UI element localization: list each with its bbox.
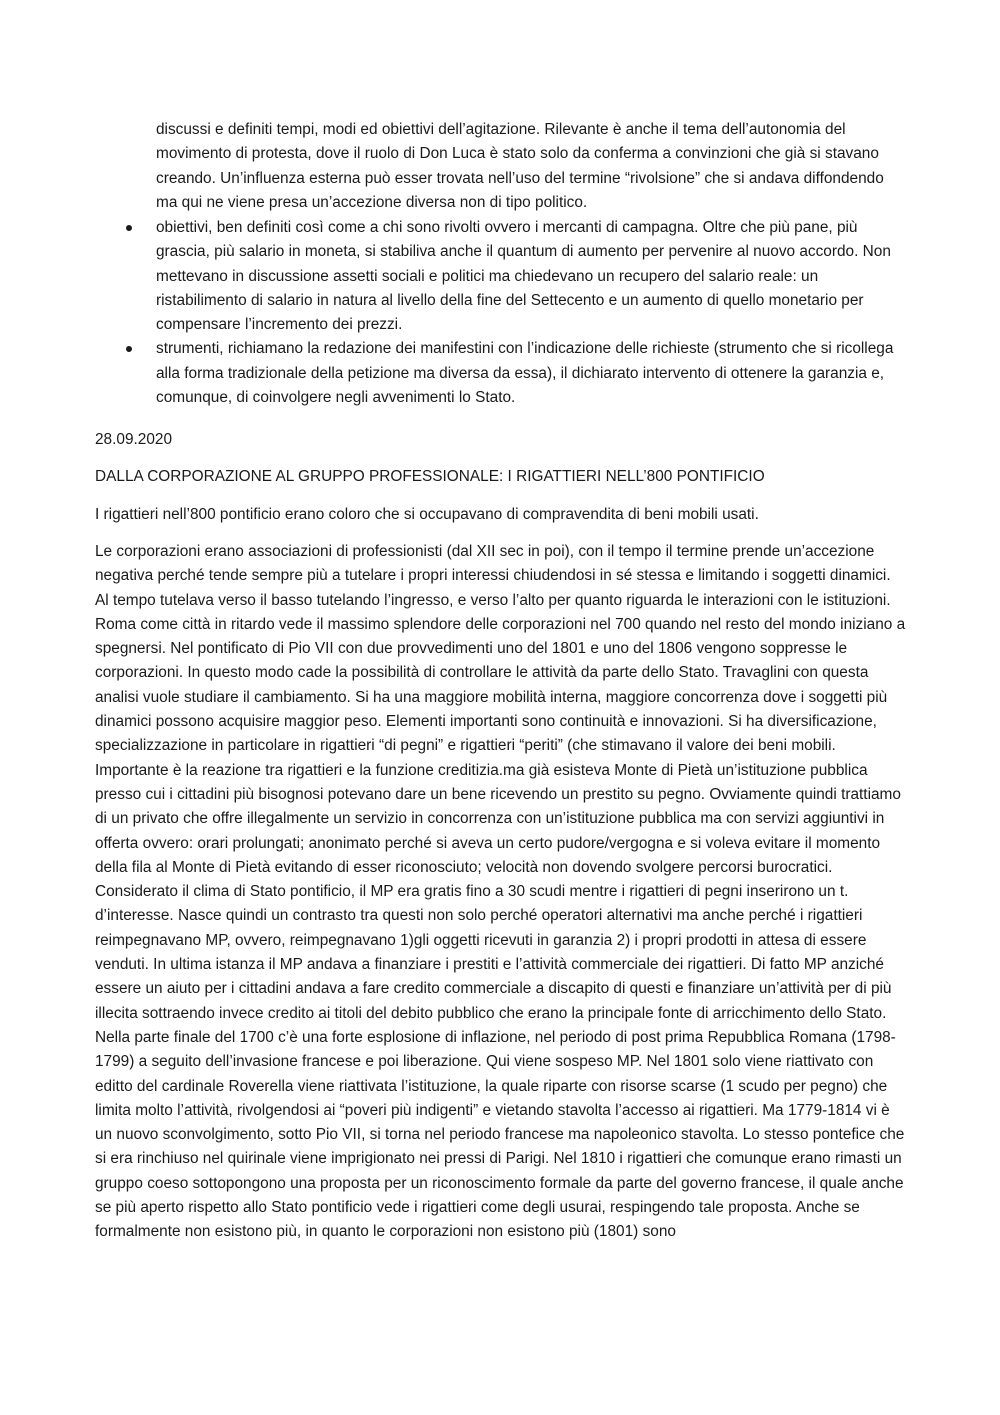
bullet-dot-icon — [126, 346, 132, 352]
intro-paragraph: I rigattieri nell’800 pontificio erano coloro che si occupavano di compravendita di beni mobili usati. — [95, 506, 759, 523]
continuation-paragraph: discussi e definiti tempi, modi ed obiettivi dell’agitazione. Rilevante è anche il tema dell’autonomia del movimento di protesta, dove il ruolo di Don Luca è stato solo da conferma a convinzioni che già si stavano creando. Un’influenza esterna può esser trovata nell’uso del termine “rivolsione” che si andava diffondendo ma qui ne viene presa un’accezione diversa non di tipo politico. — [156, 121, 884, 211]
body-paragraph: Le corporazioni erano associazioni di professionisti (dal XII sec in poi), con il tempo il termine prende un’accezione negativa perché tende sempre più a tutelare i propri interessi chiudendosi in sé stessa e limitando i soggetti dinamici. Al tempo tutelava verso il basso tutelando l’ingresso, e verso l’alto per quanto riguarda le interazioni con le istituzioni. Roma come città in ritardo vede il massimo splendore delle corporazioni nel 700 quando nel resto del mondo iniziano a spegnersi. Nel pontificato di Pio VII con due provvedimenti uno del 1801 e uno del 1806 vengono soppresse le corporazioni. In questo modo cade la possibilità di controllare le attività da parte dello Stato. Travaglini con questa analisi vuole studiare il cambiamento. Si ha una maggiore mobilità interna, maggiore concorrenza dove i soggetti più dinamici possono acquisire maggior peso. Elementi importanti sono continuità e innovazioni. Si ha diversificazione, specializzazione in particolare in rigattieri “di pegni” e rigattieri “periti” (che stimavano il valore dei beni mobili. Importante è la reazione tra rigattieri e la funzione creditizia.ma già esisteva Monte di Pietà un’istituzione pubblica presso cui i cittadini più bisognosi potevano dare un bene ricevendo un prestito su pegno. Ovviamente quindi trattiamo di un privato che offre illegalmente un servizio in concorrenza con un’istituzione pubblica ma con servizi aggiuntivi in offerta ovvero: orari prolungati; anonimato perché si aveva un certo pudore/vergogna e si voleva evitare il momento della fila al Monte di Pietà evitando di esser riconosciuto; velocità non dovendo svolgere percorsi burocratici. Considerato il clima di Stato pontificio, il MP era gratis fino a 30 scudi mentre i rigattieri di pegni inserirono un t. d’interesse. Nasce quindi un contrasto tra questi non solo perché operatori alternativi ma anche perché i rigattieri reimpegnavano MP, ovvero, reimpegnavano 1)gli oggetti ricevuti in garanzia 2) i propri prodotti in attesa di essere venduti. In ultima istanza il MP andava a finanziare i prestiti e l’attività commerciale dei rigattieri. Di fatto MP anziché essere un aiuto per i cittadini andava a fare credito commerciale a discapito di questi e finanziare un’attività per di più illecita sottraendo invece credito ai titoli del debito pubblico che erano la principale fonte di arricchimento dello Stato. Nella parte finale del 1700 c’è una forte esplosione di inflazione, nel periodo di post prima Repubblica Romana (1798-1799) a seguito dell’invasione francese e poi liberazione. Qui viene sospeso MP. Nel 1801 solo viene riattivato con editto del cardinale Roverella viene riattivata l’istituzione, la quale riparte con risorse scarse (1 scudo per pegno) che limita molto l’attività, rivolgendosi ai “poveri più indigenti” e vietando stavolta l’accesso ai rigattieri. Ma 1779-1814 vi è un nuovo sconvolgimento, sotto Pio VII, si torna nel periodo francese ma napoleonico stavolta. Lo stesso pontefice che si era rinchiuso nel quirinale viene imprigionato nei pressi di Parigi. Nel 1810 i rigattieri che comunque erano rimasti un gruppo coeso sottopongono una proposta per un riconoscimento formale da parte del governo francese, il quale anche se più aperto rispetto allo Stato pontificio vede i rigattieri come degli usurai, respingendo tale proposta. Anche se formalmente non esistono più, in quanto le corporazioni non esistono più (1801) sono — [95, 543, 906, 1241]
bullet-text: strumenti, richiamano la redazione dei manifestini con l’indicazione delle richieste (strumento che si ricollega alla forma tradizionale della petizione ma diversa da essa), il dichiarato intervento di ottenere la garanzia e, comunque, di coinvolgere negli avvenimenti lo Stato. — [156, 340, 894, 407]
section-heading: DALLA CORPORAZIONE AL GRUPPO PROFESSIONALE: I RIGATTIERI NELL’800 PONTIFICIO — [95, 468, 765, 485]
bullet-dot-icon — [126, 225, 132, 231]
date-line: 28.09.2020 — [95, 431, 173, 448]
bullet-list — [156, 216, 908, 410]
bullet-text: obiettivi, ben definiti così come a chi sono rivolti ovvero i mercanti di campagna. Oltre che più pane, più grascia, più salario in moneta, si stabiliva anche il quantum di aumento per pervenire al nuovo accordo. Non mettevano in discussione assetti sociali e politici ma chiedevano un recupero del salario reale: un ristabilimento di salario in natura al livello della fine del Settecento e un aumento di quello monetario per compensare l’incremento dei prezzi. — [156, 219, 891, 334]
bullet-item-strumenti — [156, 337, 908, 410]
bullet-item-obiettivi — [156, 216, 908, 337]
